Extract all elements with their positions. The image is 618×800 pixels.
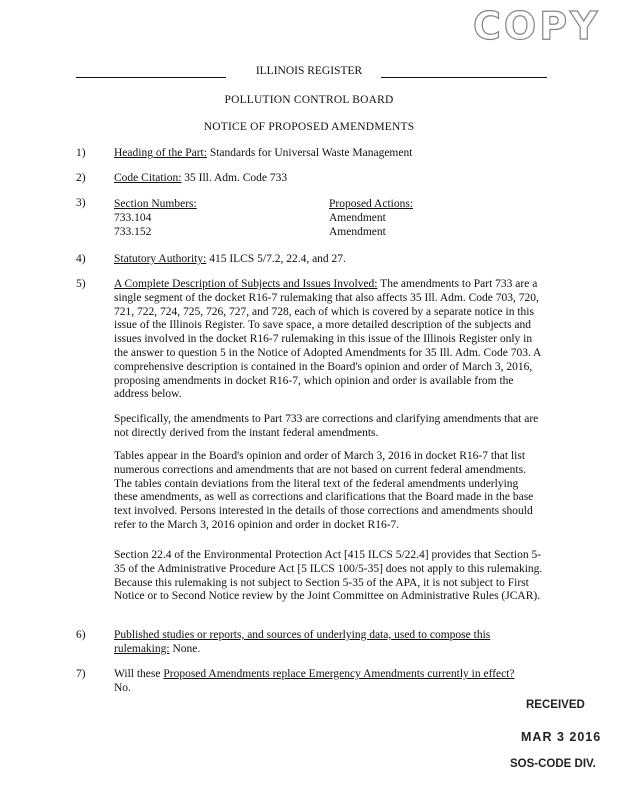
item-text: None. — [169, 642, 201, 655]
item-text: No. — [114, 681, 131, 694]
header-rule-left — [76, 77, 226, 78]
item-heading-of-part — [114, 147, 544, 161]
proposed-action: Amendment — [329, 212, 386, 224]
item-description-p2: Specifically, the amendments to Part 733 are corrections and clarifying amendments that are not directly derived from the instant federal amendments. — [114, 413, 539, 439]
item-text: 415 ILCS 5/7.2, 22.4, and 27. — [206, 253, 346, 265]
item-number: 4) — [76, 253, 86, 265]
item-number: 5) — [76, 278, 86, 290]
item-published-studies — [114, 629, 544, 657]
item-number: 7) — [76, 668, 86, 680]
received-stamp-title: RECEIVED — [526, 699, 585, 711]
copy-stamp: COPY — [473, 4, 601, 48]
item-label: Proposed Amendments replace Emergency Amendments currently in effect? — [163, 668, 515, 680]
item-statutory-authority — [114, 253, 544, 267]
proposed-actions-label: Proposed Actions: — [329, 198, 414, 210]
proposed-action: Amendment — [329, 226, 386, 238]
item-number: 3) — [76, 197, 86, 209]
item-prefix: Will these — [114, 668, 164, 680]
item-number: 1) — [76, 147, 86, 159]
received-stamp-date: MAR 3 2016 — [521, 730, 602, 744]
item-label: A Complete Description of Subjects and Issues Involved: — [114, 278, 378, 290]
section-number: 733.152 — [114, 226, 152, 238]
item-label: Published studies or reports, and sources of underlying data, used to compose this rulemaking: — [114, 629, 491, 655]
agency-heading: POLLUTION CONTROL BOARD — [224, 94, 394, 106]
section-number: 733.104 — [114, 212, 152, 224]
item-label: Heading of the Part: — [114, 147, 207, 159]
register-title: ILLINOIS REGISTER — [255, 65, 363, 77]
item-code-citation — [114, 172, 544, 186]
item-description-p4: Section 22.4 of the Environmental Protection Act [415 ILCS 5/22.4] provides that Section 5-35 of the Administrative Procedure Act [5 ILCS 100/5-35] does not apply to this rulemaking. Because this rulemaking is not subject to Section 5-35 of the APA, it is not subject to First Notice or to Second Notice review by the Joint Committee on Administrative Rules (JCAR). — [114, 549, 543, 603]
item-emergency-amendments — [114, 668, 544, 696]
notice-heading: NOTICE OF PROPOSED AMENDMENTS — [203, 121, 415, 133]
item-text: The amendments to Part 733 are a single segment of the docket R16-7 rulemaking that also affects 35 Ill. Adm. Code 703, 720, 721, 722, 724, 725, 726, 727, and 728, each of which is covered by a separate notice in this issue of the Illinois Register. To save space, a more detailed description of the subjects and issues involved in the docket R16-7 rulemaking in this issue of the Illinois Register only in the answer to question 5 in the Notice of Adopted Amendments for 35 Ill. Adm. Code 703. A comprehensive description is contained in the Board's opinion and order of March 3, 2016, proposing amendments in docket R16-7, which opinion and order is available from the address below. — [114, 278, 541, 401]
received-stamp-division: SOS-CODE DIV. — [510, 758, 596, 770]
item-label: Statutory Authority: — [114, 253, 207, 265]
section-numbers-column — [114, 197, 197, 239]
section-numbers-label: Section Numbers: — [114, 198, 197, 210]
item-number: 6) — [76, 629, 86, 641]
item-description-p1 — [114, 278, 544, 402]
item-number: 2) — [76, 172, 86, 184]
item-text: Standards for Universal Waste Management — [206, 147, 413, 159]
item-label: Code Citation: — [114, 172, 182, 184]
header-rule-right — [381, 77, 547, 78]
item-description-p3: Tables appear in the Board's opinion and order of March 3, 2016 in docket R16-7 that list numerous corrections and amendments that are not based on current federal amendments. The tables contain deviations from the literal text of the federal amendments underlying these amendments, as well as corrections and clarifications that the Board made in the base text involved. Persons interested in the details of those corrections and amendments should refer to the March 3, 2016 opinion and order in docket R16-7. — [114, 450, 534, 531]
proposed-actions-column — [329, 197, 413, 239]
item-text: 35 Ill. Adm. Code 733 — [181, 172, 288, 184]
